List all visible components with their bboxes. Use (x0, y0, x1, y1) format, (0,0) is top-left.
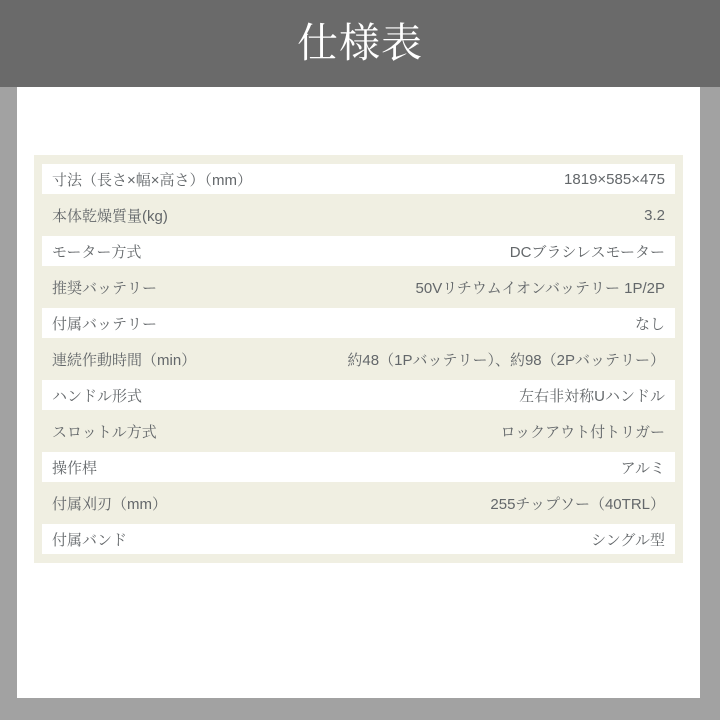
spec-row (42, 380, 675, 410)
spec-value: 3.2 (644, 206, 665, 224)
spec-value: シングル型 (591, 531, 665, 549)
spec-label: スロットル方式 (52, 423, 157, 441)
spec-row (42, 413, 675, 449)
spec-value: なし (634, 315, 665, 333)
spec-row (42, 236, 675, 266)
spec-row (42, 269, 675, 305)
spec-value: ロックアウト付トリガー (500, 423, 665, 441)
spec-row (42, 524, 675, 554)
spec-value: アルミ (620, 459, 665, 477)
spec-row (42, 485, 675, 521)
spec-label: モーター方式 (52, 243, 142, 261)
spec-value: 約48（1Pバッテリー）、約98（2Pバッテリー） (347, 351, 665, 369)
spec-row (42, 164, 675, 194)
spec-row (42, 197, 675, 233)
spec-table (34, 155, 683, 563)
spec-value: 50Vリチウムイオンバッテリー 1P/2P (415, 279, 665, 297)
spec-value: DCブラシレスモーター (509, 243, 665, 261)
spec-label: 付属バッテリー (52, 315, 158, 333)
spec-label: ハンドル形式 (52, 387, 143, 405)
spec-label: 付属バンド (52, 531, 128, 549)
spec-row (42, 308, 675, 338)
spec-row (42, 341, 675, 377)
spec-label: 操作桿 (52, 459, 98, 477)
spec-label: 連続作動時間（min） (52, 351, 197, 369)
spec-label: 本体乾燥質量(kg) (52, 207, 168, 225)
spec-row (42, 452, 675, 482)
page-title: 仕様表 (297, 20, 423, 66)
spec-value: 1819×585×475 (564, 170, 665, 188)
spec-label: 付属刈刃（mm） (52, 495, 167, 513)
content-card (17, 87, 700, 698)
spec-label: 寸法（長さ×幅×高さ）（mm） (52, 171, 253, 189)
spec-value: 左右非対称Uハンドル (519, 387, 665, 405)
header-banner (0, 0, 720, 87)
spec-label: 推奨バッテリー (52, 279, 158, 297)
spec-value: 255チップソー（40TRL） (490, 495, 665, 513)
